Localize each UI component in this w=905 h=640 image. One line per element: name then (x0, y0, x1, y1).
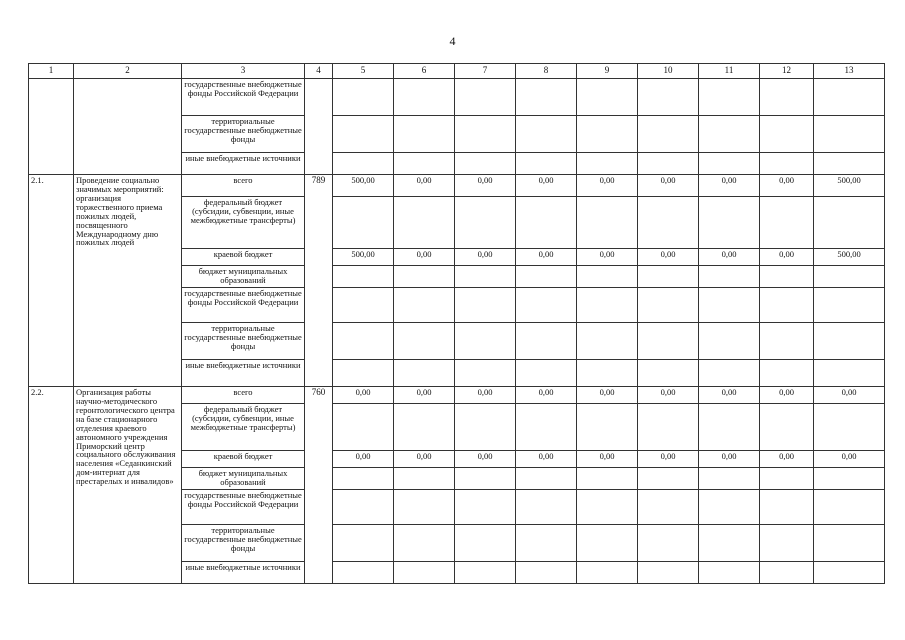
value-cell (516, 323, 577, 360)
value-cell (455, 404, 516, 451)
value-cell (699, 562, 760, 584)
value-cell (638, 468, 699, 490)
value-cell (814, 525, 885, 562)
funding-source: иные внебюджетные источники (182, 153, 305, 175)
value-cell (760, 288, 814, 323)
column-header-5: 5 (333, 64, 394, 79)
funding-source: иные внебюджетные источники (182, 562, 305, 584)
value-cell (760, 323, 814, 360)
value-cell (760, 468, 814, 490)
value-cell (455, 266, 516, 288)
value-cell (699, 490, 760, 525)
column-header-10: 10 (638, 64, 699, 79)
value-cell (333, 288, 394, 323)
value-cell (638, 197, 699, 249)
value-cell: 0,00 (516, 387, 577, 404)
value-cell (455, 288, 516, 323)
value-cell (577, 404, 638, 451)
value-cell: 0,00 (455, 249, 516, 266)
value-cell: 0,00 (455, 387, 516, 404)
table-row (29, 387, 885, 404)
funding-source: всего (182, 387, 305, 404)
value-cell (638, 404, 699, 451)
value-cell (577, 360, 638, 387)
value-cell (760, 360, 814, 387)
code-cell (305, 79, 333, 175)
column-header-11: 11 (699, 64, 760, 79)
value-cell (516, 288, 577, 323)
value-cell (516, 562, 577, 584)
value-cell (814, 197, 885, 249)
column-header-2: 2 (74, 64, 182, 79)
value-cell (699, 468, 760, 490)
value-cell (577, 323, 638, 360)
value-cell: 0,00 (638, 387, 699, 404)
column-header-12: 12 (760, 64, 814, 79)
value-cell: 0,00 (760, 175, 814, 197)
value-cell: 0,00 (394, 175, 455, 197)
value-cell (394, 288, 455, 323)
value-cell (394, 323, 455, 360)
value-cell: 0,00 (699, 451, 760, 468)
column-header-1: 1 (29, 64, 74, 79)
funding-source: бюджет муниципальных образований (182, 266, 305, 288)
table-row (29, 175, 885, 197)
value-cell (814, 468, 885, 490)
value-cell (455, 490, 516, 525)
value-cell (577, 197, 638, 249)
value-cell: 0,00 (333, 387, 394, 404)
table-row (29, 79, 885, 116)
value-cell (577, 490, 638, 525)
value-cell: 0,00 (394, 249, 455, 266)
column-header-8: 8 (516, 64, 577, 79)
value-cell: 500,00 (333, 175, 394, 197)
value-cell (638, 266, 699, 288)
activity-name (74, 79, 182, 175)
value-cell: 0,00 (394, 387, 455, 404)
value-cell: 0,00 (516, 249, 577, 266)
value-cell: 0,00 (333, 451, 394, 468)
value-cell: 0,00 (638, 249, 699, 266)
value-cell (455, 468, 516, 490)
value-cell: 0,00 (577, 451, 638, 468)
value-cell: 0,00 (394, 451, 455, 468)
value-cell: 0,00 (455, 175, 516, 197)
column-header-4: 4 (305, 64, 333, 79)
value-cell (699, 404, 760, 451)
value-cell (333, 360, 394, 387)
funding-source: иные внебюджетные источники (182, 360, 305, 387)
value-cell (638, 323, 699, 360)
value-cell: 0,00 (760, 387, 814, 404)
column-header-9: 9 (577, 64, 638, 79)
value-cell: 500,00 (814, 249, 885, 266)
value-cell (394, 266, 455, 288)
value-cell: 500,00 (333, 249, 394, 266)
code-cell: 789 (305, 175, 333, 387)
value-cell (760, 490, 814, 525)
value-cell (455, 197, 516, 249)
value-cell (577, 266, 638, 288)
value-cell: 0,00 (699, 175, 760, 197)
activity-name: Организация работы научно-методического геронтологического центра на базе стационарного отделения краевого автономного учреждения Приморский центр социального обслуживания населения «Седанкинский дом-интернат для престарелых и инвалидов» (74, 387, 182, 584)
value-cell (394, 404, 455, 451)
value-cell (516, 197, 577, 249)
value-cell (699, 323, 760, 360)
value-cell: 0,00 (516, 451, 577, 468)
value-cell (814, 562, 885, 584)
value-cell (394, 562, 455, 584)
value-cell: 500,00 (814, 175, 885, 197)
value-cell (760, 404, 814, 451)
value-cell (516, 360, 577, 387)
funding-source: бюджет муниципальных образований (182, 468, 305, 490)
value-cell: 0,00 (760, 249, 814, 266)
value-cell (455, 525, 516, 562)
value-cell (516, 266, 577, 288)
value-cell (638, 490, 699, 525)
value-cell (516, 490, 577, 525)
value-cell: 0,00 (814, 387, 885, 404)
funding-source: федеральный бюджет (субсидии, субвенции, иные межбюджетные трансферты) (182, 404, 305, 451)
value-cell (760, 525, 814, 562)
value-cell: 0,00 (577, 249, 638, 266)
row-number: 2.2. (29, 387, 74, 584)
value-cell (577, 468, 638, 490)
value-cell: 0,00 (638, 451, 699, 468)
value-cell (516, 404, 577, 451)
value-cell (455, 360, 516, 387)
value-cell (333, 266, 394, 288)
value-cell (814, 360, 885, 387)
column-header-13: 13 (814, 64, 885, 79)
value-cell (699, 288, 760, 323)
value-cell: 0,00 (455, 451, 516, 468)
value-cell: 0,00 (638, 175, 699, 197)
value-cell (699, 360, 760, 387)
value-cell (394, 525, 455, 562)
funding-source: федеральный бюджет (субсидии, субвенции, иные межбюджетные трансферты) (182, 197, 305, 249)
funding-source: краевой бюджет (182, 249, 305, 266)
value-cell: 0,00 (577, 175, 638, 197)
column-header-6: 6 (394, 64, 455, 79)
value-cell (394, 360, 455, 387)
column-header-3: 3 (182, 64, 305, 79)
value-cell: 0,00 (699, 387, 760, 404)
value-cell (814, 323, 885, 360)
value-cell (760, 562, 814, 584)
value-cell (577, 562, 638, 584)
header-row (29, 64, 885, 79)
value-cell (333, 404, 394, 451)
funding-source: территориальные государственные внебюджетные фонды (182, 116, 305, 153)
row-number: 2.1. (29, 175, 74, 387)
value-cell: 0,00 (516, 175, 577, 197)
value-cell (699, 525, 760, 562)
page-number: 4 (449, 34, 456, 48)
value-cell (814, 266, 885, 288)
column-header-7: 7 (455, 64, 516, 79)
value-cell (699, 197, 760, 249)
code-cell: 760 (305, 387, 333, 584)
value-cell (333, 323, 394, 360)
value-cell: 0,00 (577, 387, 638, 404)
value-cell (577, 525, 638, 562)
value-cell (638, 360, 699, 387)
value-cell (699, 266, 760, 288)
value-cell (638, 562, 699, 584)
funding-source: государственные внебюджетные фонды Российской Федерации (182, 288, 305, 323)
value-cell (455, 323, 516, 360)
value-cell (760, 266, 814, 288)
value-cell (394, 468, 455, 490)
value-cell (516, 468, 577, 490)
value-cell (333, 525, 394, 562)
funding-source: государственные внебюджетные фонды Российской Федерации (182, 79, 305, 116)
funding-source: всего (182, 175, 305, 197)
value-cell (333, 490, 394, 525)
value-cell: 0,00 (760, 451, 814, 468)
funding-source: государственные внебюджетные фонды Российской Федерации (182, 490, 305, 525)
value-cell (814, 490, 885, 525)
value-cell (455, 562, 516, 584)
value-cell: 0,00 (814, 451, 885, 468)
value-cell (333, 468, 394, 490)
value-cell (814, 404, 885, 451)
value-cell (394, 490, 455, 525)
value-cell: 0,00 (699, 249, 760, 266)
value-cell (333, 562, 394, 584)
activity-name: Проведение социально значимых мероприятий: организация торжественного приема пожилых людей, посвященного Международному дню пожилых людей (74, 175, 182, 387)
value-cell (577, 288, 638, 323)
value-cell (638, 288, 699, 323)
value-cell (814, 288, 885, 323)
row-number (29, 79, 74, 175)
value-cell (516, 525, 577, 562)
value-cell (760, 197, 814, 249)
value-cell (638, 525, 699, 562)
funding-source: краевой бюджет (182, 451, 305, 468)
funding-source: территориальные государственные внебюджетные фонды (182, 525, 305, 562)
value-cell (394, 197, 455, 249)
budget-table (28, 63, 885, 584)
funding-source: территориальные государственные внебюджетные фонды (182, 323, 305, 360)
value-cell (333, 197, 394, 249)
